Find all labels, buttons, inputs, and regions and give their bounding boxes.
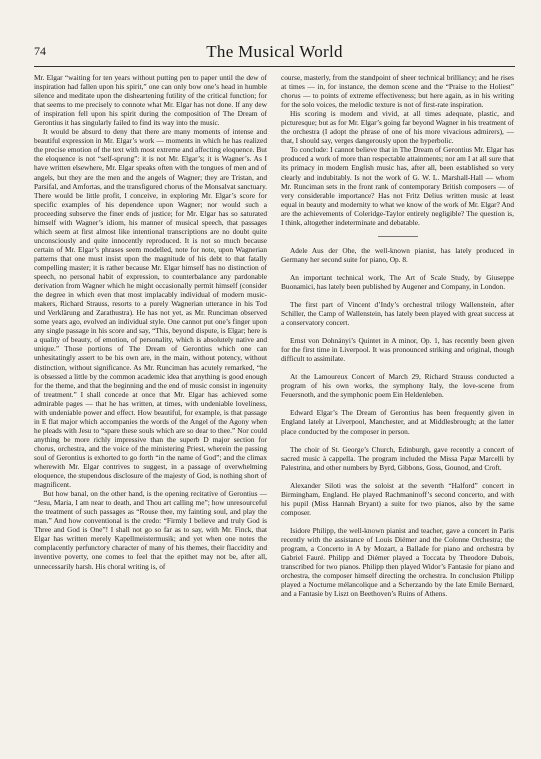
left-column [34, 73, 267, 598]
page-number: 74 [34, 44, 46, 58]
right-column [281, 73, 514, 598]
news-item: Adele Aus der Ohe, the well-known pianist, has lately produced in Germany her second suite for piano, Op. 8. [281, 245, 514, 264]
news-item: Isidore Philipp, the well-known pianist and teacher, gave a concert in Paris recently with the assistance of Louis Diémer and the Colonne Orchestra; the program, a Concerto in A by Mozart, a Ballade for piano and orchestra by Gabriel Fauré. Philipp and Diémer played a Toccata by Theodore Dubois, transcribed for two pianos. Philipp then played Widor’s Fantasie for piano and orchestra, the composer himself directing the orchestra. In conclusion Philipp played a Nocturne mélancolique and a Scherzando by the late Emile Bernard, and a Fantasie by Liszt on Beethoven’s Ruins of Athens. [281, 525, 514, 599]
paragraph: Mr. Elgar “waiting for ten years without putting pen to paper until the dew of inspiration had fallen upon his spirit,” one can only bow one’s head in humble silence and meditate upon the disheartening futility of the critical function; for that seems to me precisely to connote what Mr. Elgar has not done. If any dew of inspiration fell upon his spirit during the composition of The Dream of Gerontius it has singularly failed to find its way into the music. [34, 73, 267, 128]
news-item: The choir of St. George’s Church, Edinburgh, gave recently a concert of sacred music à cappella. The program included the Missa Papæ Marcelli by Palestrina, and other numbers by Byrd, Gibbons, Goss, Gounod, and Croft. [281, 444, 514, 472]
header-rule [34, 66, 515, 67]
article-columns [34, 73, 515, 598]
paragraph: His scoring is modern and vivid, at all times adequate, plastic, and picturesque; but as for Mr. Elgar’s going far beyond Wagner in his treatment of the orchestra (I adopt the phrase of one of his more vivacious admirers), — that, I should say, verges dangerously upon the hyperbolic. [281, 109, 514, 146]
news-item: Alexander Siloti was the soloist at the seventh “Halford” concert in Birmingham, England. He played Rachmaninoff’s second concerto, and with his pupil (Miss Hannah Bryant) a suite for two pianos, also by the same composer. [281, 480, 514, 517]
paragraph: It would be absurd to deny that there are many moments of intense and beautiful expression in Mr. Elgar’s work — moments in which he has realized the precise emotion of the text with most extreme and affecting eloquence. But the eloquence is not “self-sprung”: it is not Mr. Elgar’s; it is Wagner’s. As I have written elsewhere, Mr. Elgar speaks often with the tongues of men and of angels, but they are the men and the angels of Wagner; they are Tristan, and Parsifal, and Amfortas, and the transfigured chorus of the Monsalvat sanctuary. There would be little profit, I conceive, in exploring Mr. Elgar’s score for specific examples of his dependence upon Wagner; nor would such a proceeding subserve the finer ends of justice; for Mr. Elgar has so saturated himself with Wagner’s idiom, his manner of musical speech, that passages which seem at first almost like intentional transcriptions are no doubt quite unconsciously and quite innocently reproduced. It is not so much because certain of Mr. Elgar’s phrases seem modelled, note for note, upon Wagnerian patterns that one must insist upon the magnitude of his debt to that fatally compelling master; it is rather because Mr. Elgar himself has no distinction of speech, no personal habit of expression, to counterbalance any pardonable derivation from Wagner which he might occasionally permit himself (consider the degree in which even that most implacably individual of modern music-makers, Richard Strauss, resorts to a purely Wagnerian utterance in his Tod und Verklärung and Zarathustra). He has not yet, as Mr. Runciman observed some years ago, evolved an individual style. One cannot put one’s finger upon any single passage in his score and say, “This, beyond dispute, is Elgar; here is a quality of beauty, of emotion, of personality, which is absolutely native and unique.” Those portions of The Dream of Gerontius which one can unhesitatingly assert to be his own are, in the main, without potency, without distinction, without significance. As Mr. Runciman has acutely remarked, “he is obsessed a little by the common academic idea that anything is good enough for the theme, and that the beginning and the end of music consist in ingenuity of treatment.” I shall concede at once that Mr. Elgar has achieved some admirable pages — that he has written, at times, with undeniable loveliness, with undeniable power and effect. How beautiful, for example, is that passage in E flat major which accompanies the words of the Angel of the Agony when he pleads with Jesu to “spare these souls which are so dear to thee.” Nor could anything be more richly impressive than the superb D major section for chorus, orchestra, and the voice of the ministering Priest, wherein the passing soul of Gerontius is exhorted to go forth “in the name of God”; and the climax wherewith Mr. Elgar contrives to suggest, in a passage of overwhelming eloquence, the stupendous disclosure of the majesty of God, is nothing short of magnificent. [34, 127, 267, 490]
news-item: At the Lamoureux Concert of March 29, Richard Strauss conducted a program of his own works, the symphony Italy, the love-scene from Feuersnoth, and the symphonic poem Ein Heldenleben. [281, 372, 514, 400]
page-header [34, 42, 515, 64]
news-item: Ernst von Dohnányi’s Quintet in A minor, Op. 1, has recently been given for the first time in Liverpool. It was pronounced striking and original, though difficult to assimilate. [281, 336, 514, 364]
paragraph: course, masterly, from the standpoint of sheer technical brilliancy; and he rises at times — in, for instance, the demon scene and the “Praise to the Holiest” chorus — to points of extreme effectiveness; but here again, as in his writing for the solo voices, the melodic texture is not of first-rate inspiration. [281, 73, 514, 110]
news-item: An important technical work, The Art of Scale Study, by Giuseppe Buonamici, has lately been published by Augener and Company, in London. [281, 272, 514, 291]
section-divider [378, 236, 418, 237]
news-item: Edward Elgar’s The Dream of Gerontius has been frequently given in England lately at Liverpool, Manchester, and at Middlesbrough; at the latter place conducted by the composer in person. [281, 408, 514, 436]
paragraph: To conclude: I cannot believe that in The Dream of Gerontius Mr. Elgar has produced a work of more than respectable attainments; nor am I at all sure that its primacy in modern English music has, after all, been established so very clearly and indubitably. Is not the work of G. W. L. Marshall-Hall — whom Mr. Runciman sets in the front rank of contemporary British composers — of very considerable importance? Has not Fritz Delius written music at least equal in beauty and modernity to what we know of the work of Mr. Elgar? And are the achievements of Coleridge-Taylor entirely negligible? The question is, I think, altogether indeterminate and debatable. [281, 145, 514, 227]
paragraph: But how banal, on the other hand, is the opening recitative of Gerontius — “Jesu, Maria, I am near to death, and Thou art calling me”; how unresourceful the treatment of such passages as “Rouse thee, my fainting soul, and play the man.” And how conventional is the credo: “Firmly I believe and truly God is Three and God is One”! I shall not go so far as to say, with Mr. Finck, that Elgar has written merely Kapellmeistermusik; and yet when one notes the complacently perfunctory character of many of his themes, their flaccidity and inventive poverty, one comes to feel that the epithet may not be, after all, unnecessarily harsh. His choral writing is, of [34, 489, 267, 571]
running-title: The Musical World [206, 42, 343, 61]
news-item: The first part of Vincent d’Indy’s orchestral trilogy Wallenstein, after Schiller, the Camp of Wallenstein, has lately been played with great success at a conservatory concert. [281, 299, 514, 328]
